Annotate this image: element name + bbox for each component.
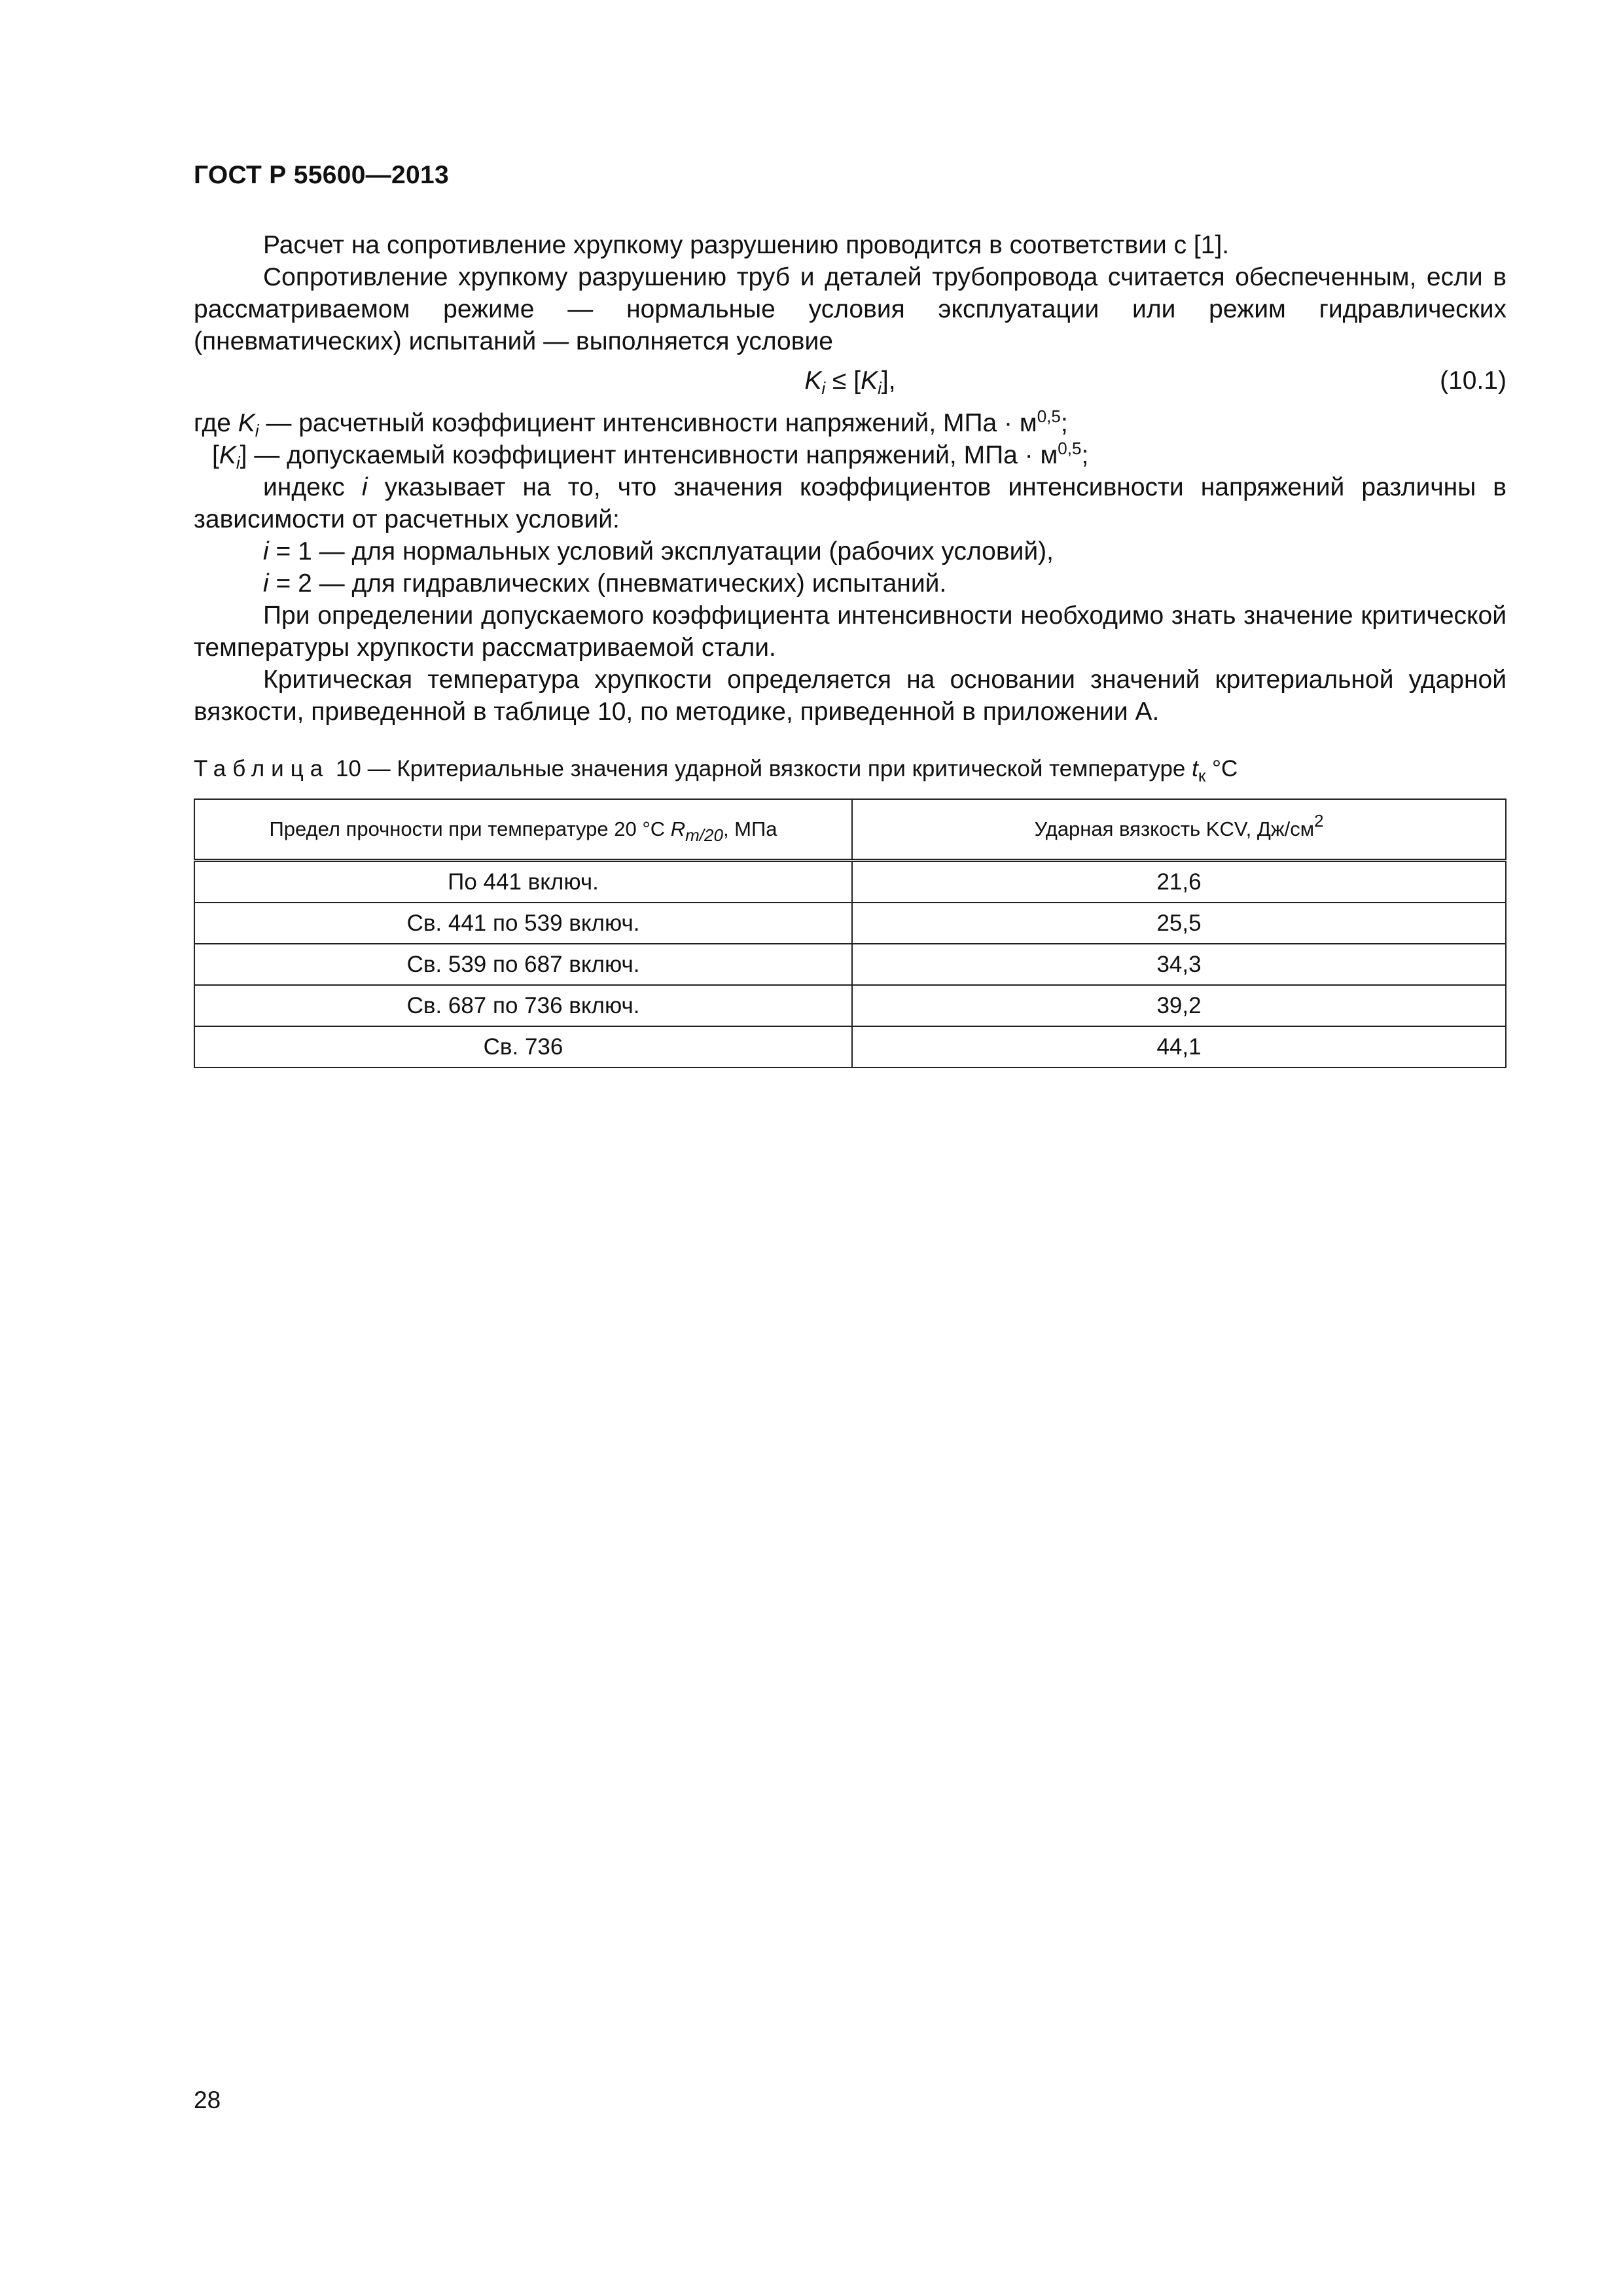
header-kcv <box>852 799 1506 861</box>
definition-ki-allowed <box>194 439 1507 471</box>
impact-strength-table <box>194 798 1507 1068</box>
table-row <box>194 903 1506 944</box>
cell-strength: По 441 включ. <box>194 861 852 903</box>
definition-ki-tail: ; <box>1060 409 1068 437</box>
var-k-allowed-sub: i <box>236 453 240 473</box>
where-definitions <box>194 407 1507 471</box>
bracket-open: [ <box>212 441 219 469</box>
index-prefix: индекс <box>263 473 362 501</box>
formula-expression <box>194 367 1507 398</box>
unit-exponent-2: 0,5 <box>1058 439 1082 458</box>
i2-text: = 2 — для гидравлических (пневматических) испытаний. <box>268 569 947 598</box>
cell-strength: Св. 441 по 539 включ. <box>194 903 852 944</box>
definition-ki-allowed-text: ] — допускаемый коэффициент интенсивности напряжений, МПа · м <box>240 441 1058 469</box>
table-row <box>194 985 1506 1026</box>
cell-strength: Св. 687 по 736 включ. <box>194 985 852 1026</box>
table-caption <box>194 756 1238 785</box>
formula-lhs-sub: i <box>821 378 826 398</box>
formula-lhs: K <box>804 367 822 395</box>
cell-kcv: 39,2 <box>852 985 1506 1026</box>
header-kcv-text: Ударная вязкость KCV, Дж/см <box>1034 817 1315 840</box>
formula-rhs-sub: i <box>878 378 882 398</box>
paragraph-index <box>194 471 1507 535</box>
formula-rhs: K <box>861 367 878 395</box>
index-text: указывает на то, что значения коэффициентов интенсивности напряжений различны в зависимости от расчетных условий: <box>194 473 1507 533</box>
intro-paragraphs <box>194 229 1507 357</box>
var-k: K <box>238 409 255 437</box>
paragraph-i2 <box>194 567 1507 600</box>
formula-operator: ≤ [ <box>825 367 861 395</box>
table-row <box>194 1026 1506 1067</box>
header-strength <box>194 799 852 861</box>
standard-header: ГОСТ Р 55600—2013 <box>194 161 449 189</box>
continuation-text <box>194 471 1507 728</box>
table-caption-tail: °C <box>1205 756 1238 781</box>
table-row <box>194 861 1506 903</box>
paragraph-determination: При определении допускаемого коэффициента интенсивности необходимо знать значение критической температуры хрупкости рассматриваемой стали. <box>194 601 1507 662</box>
header-strength-tail: , МПа <box>722 817 777 840</box>
cell-kcv: 44,1 <box>852 1026 1506 1067</box>
where-prefix: где <box>194 409 238 437</box>
header-strength-sub: m/20 <box>685 825 723 845</box>
header-strength-var: R <box>670 817 686 840</box>
definition-ki <box>194 407 1507 439</box>
cell-strength: Св. 736 <box>194 1026 852 1067</box>
unit-exponent: 0,5 <box>1037 406 1061 426</box>
formula-number: (10.1) <box>1440 367 1507 395</box>
cell-kcv: 21,6 <box>852 861 1506 903</box>
paragraph-i1 <box>194 535 1507 567</box>
table-caption-sub: к <box>1198 766 1206 785</box>
var-k-allowed: K <box>219 441 236 469</box>
cell-kcv: 34,3 <box>852 944 1506 985</box>
index-var: i <box>361 473 368 501</box>
cell-strength: Св. 539 по 687 включ. <box>194 944 852 985</box>
table-caption-var: t <box>1192 756 1198 781</box>
formula-10-1 <box>194 367 1507 399</box>
table-caption-word: Таблица <box>194 756 330 781</box>
i2-var: i <box>263 569 269 598</box>
table-header-row <box>194 799 1506 861</box>
table-row <box>194 944 1506 985</box>
paragraph-resistance: Сопротивление хрупкому разрушению труб и деталей трубопровода считается обеспеченным, если в рассматриваемом режиме — нормальные условия эксплуатации или режим гидравлических (пневматических) испытаний — выполняется условие <box>194 263 1507 355</box>
cell-kcv: 25,5 <box>852 903 1506 944</box>
table-caption-text: 10 — Критериальные значения ударной вязкости при критической температуре <box>329 756 1192 781</box>
paragraph-critical-temperature: Критическая температура хрупкости определяется на основании значений критериальной ударной вязкости, приведенной в таблице 10, по методике, приведенной в приложении А. <box>194 666 1507 726</box>
i1-text: = 1 — для нормальных условий эксплуатации (рабочих условий), <box>268 537 1054 565</box>
i1-var: i <box>263 537 269 565</box>
definition-ki-allowed-tail: ; <box>1081 441 1089 469</box>
var-k-sub: i <box>255 421 259 440</box>
header-kcv-sup: 2 <box>1314 811 1324 831</box>
page-number: 28 <box>194 2087 221 2113</box>
definition-ki-text: — расчетный коэффициент интенсивности напряжений, МПа · м <box>259 409 1037 437</box>
header-strength-text: Предел прочности при температуре 20 °С <box>269 817 671 840</box>
paragraph-calculation: Расчет на сопротивление хрупкому разрушению проводится в соответствии с [1]. <box>263 231 1230 259</box>
formula-rhs-tail: ], <box>881 367 896 395</box>
